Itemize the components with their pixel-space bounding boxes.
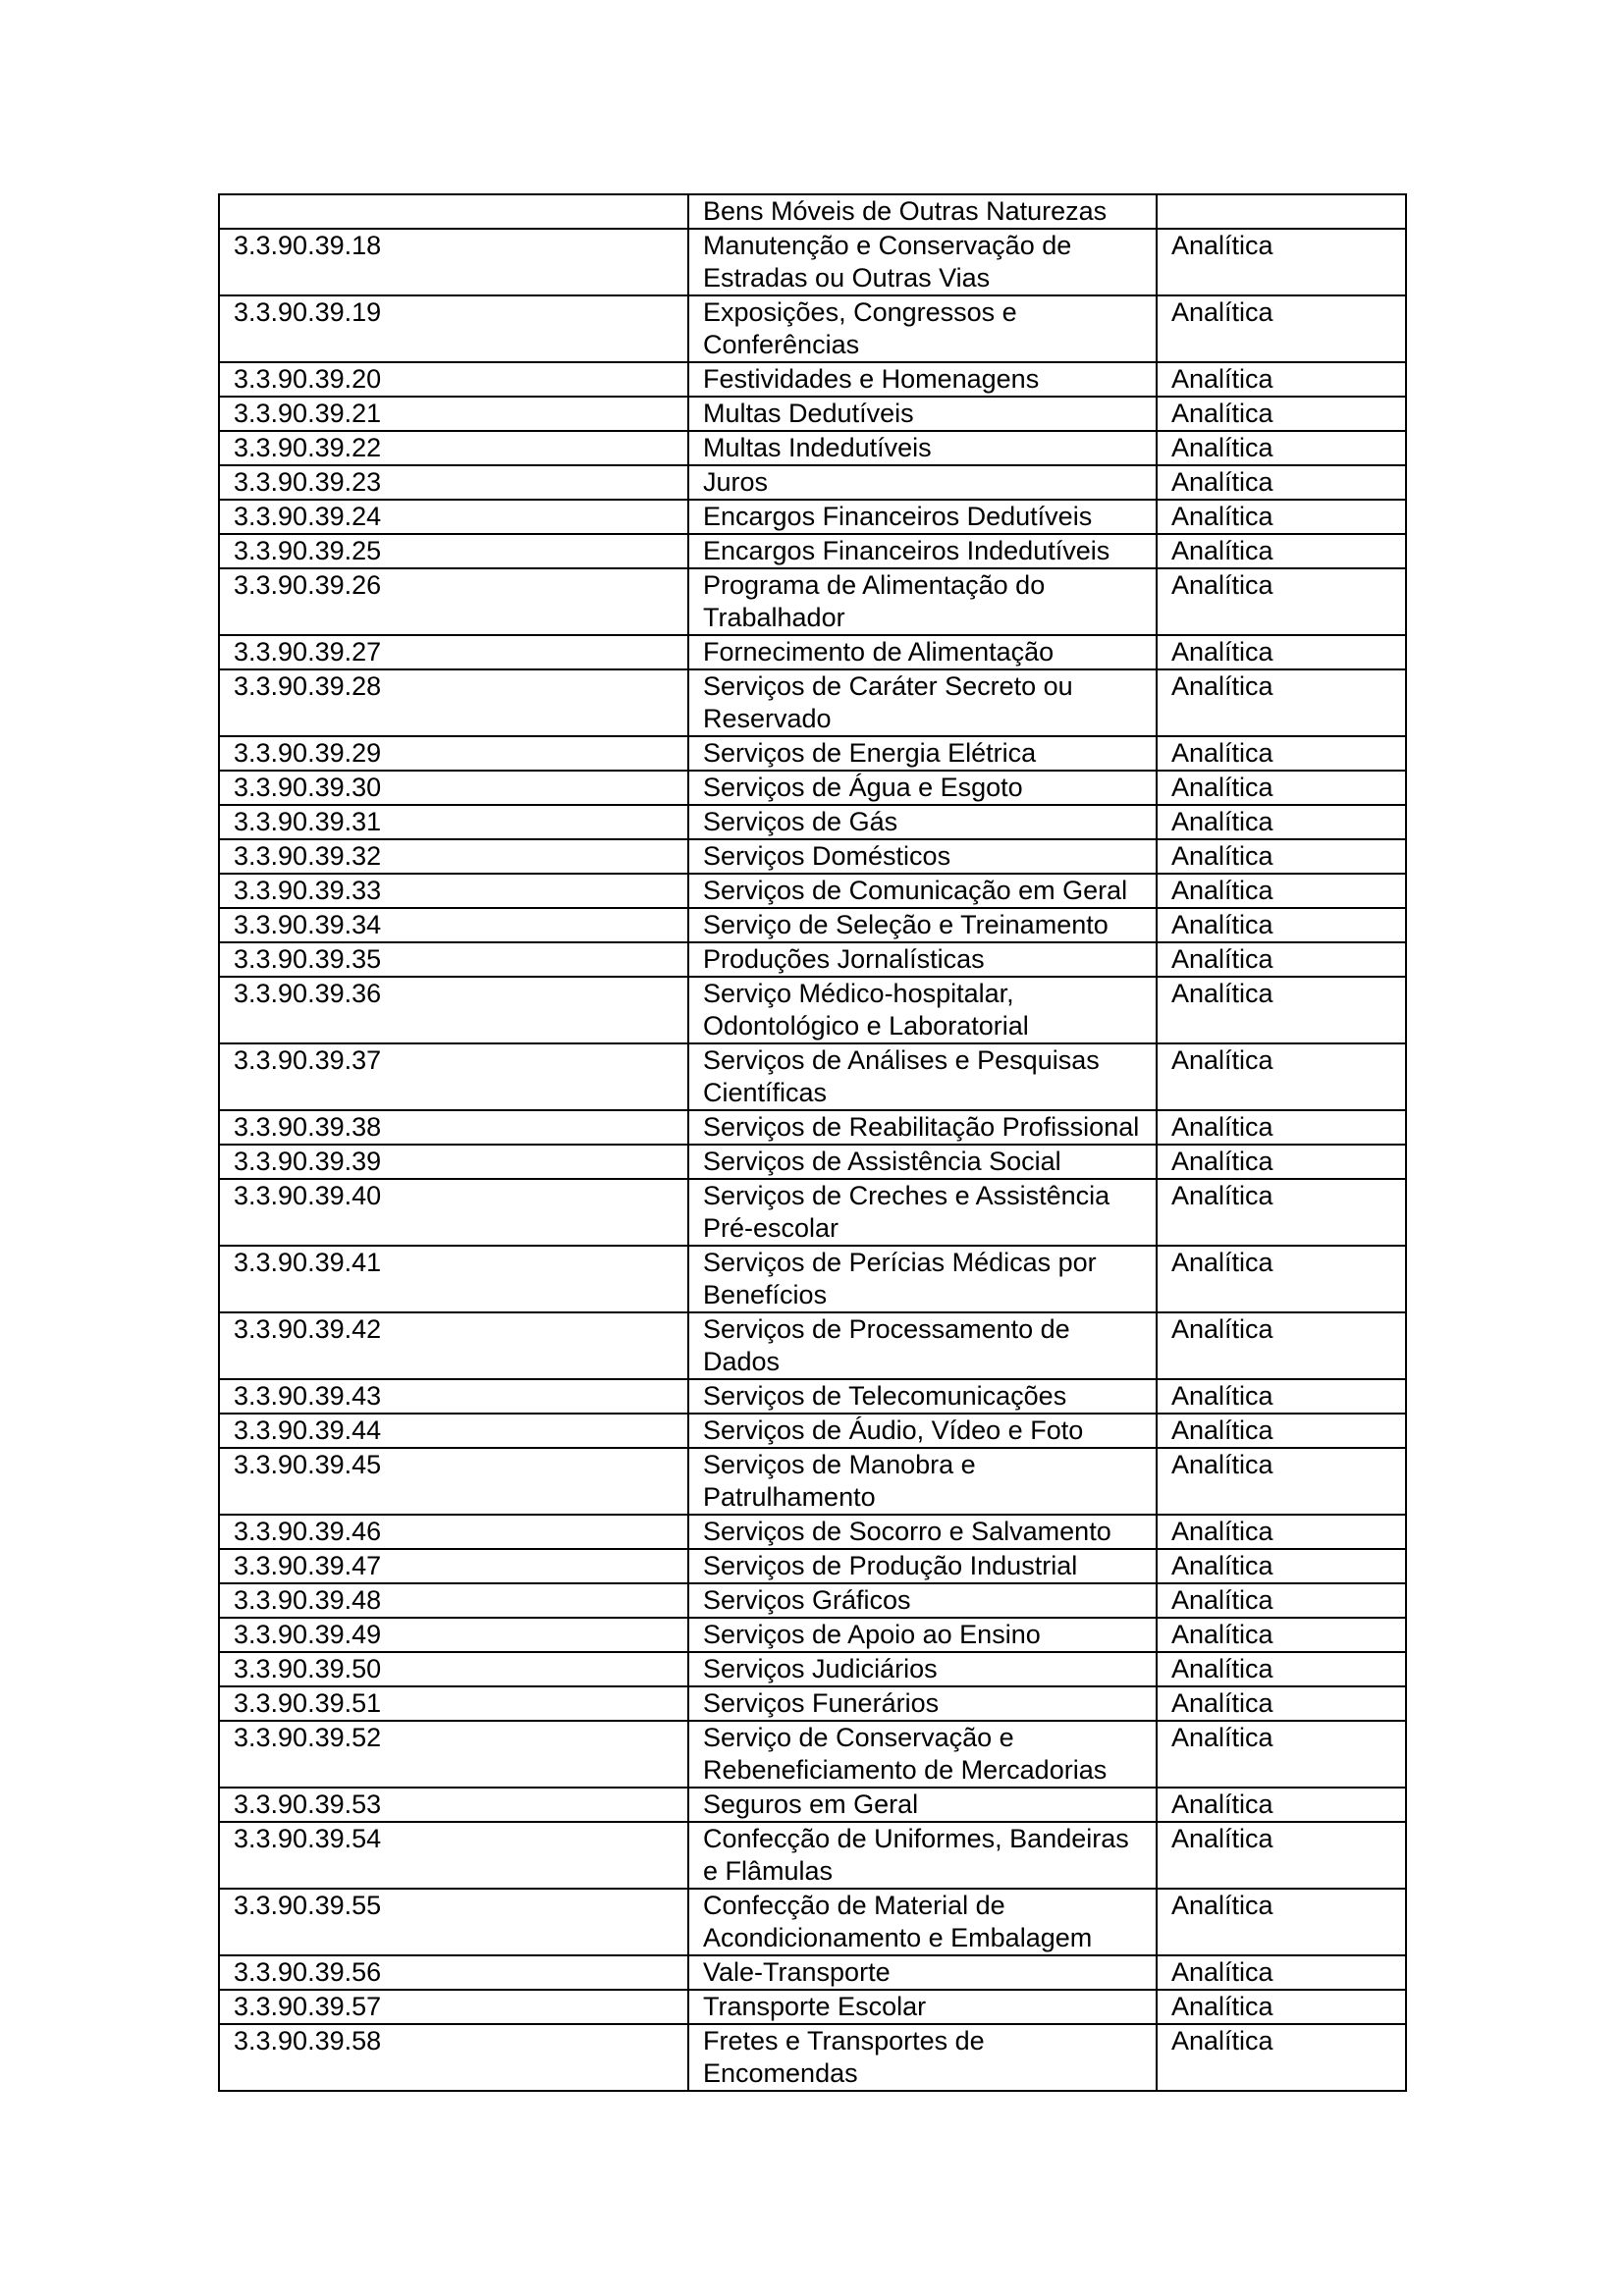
description-cell: Multas Dedutíveis xyxy=(688,397,1157,431)
type-cell: Analítica xyxy=(1157,2024,1406,2091)
table-row xyxy=(219,1448,1406,1515)
code-cell: 3.3.90.39.54 xyxy=(219,1822,688,1889)
type-cell: Analítica xyxy=(1157,1110,1406,1145)
description-cell: Serviços Gráficos xyxy=(688,1583,1157,1618)
description-cell: Serviços de Assistência Social xyxy=(688,1145,1157,1179)
code-cell: 3.3.90.39.34 xyxy=(219,908,688,942)
expense-classification-table xyxy=(218,193,1407,2092)
type-cell: Analítica xyxy=(1157,1448,1406,1515)
description-cell: Serviços de Análises e Pesquisas Científicas xyxy=(688,1043,1157,1110)
table-row xyxy=(219,771,1406,805)
code-cell: 3.3.90.39.57 xyxy=(219,1990,688,2024)
description-cell: Serviços de Socorro e Salvamento xyxy=(688,1515,1157,1549)
description-cell: Serviços de Energia Elétrica xyxy=(688,736,1157,771)
table-row xyxy=(219,1549,1406,1583)
type-cell: Analítica xyxy=(1157,1179,1406,1246)
description-cell: Fretes e Transportes de Encomendas xyxy=(688,2024,1157,2091)
table-row xyxy=(219,1110,1406,1145)
type-cell: Analítica xyxy=(1157,635,1406,669)
description-cell: Serviços Domésticos xyxy=(688,839,1157,874)
table-row xyxy=(219,295,1406,362)
type-cell: Analítica xyxy=(1157,431,1406,465)
description-cell: Bens Móveis de Outras Naturezas xyxy=(688,194,1157,229)
code-cell: 3.3.90.39.50 xyxy=(219,1652,688,1686)
table-row xyxy=(219,229,1406,295)
description-cell: Produções Jornalísticas xyxy=(688,942,1157,977)
table-row xyxy=(219,977,1406,1043)
table-row xyxy=(219,1990,1406,2024)
code-cell: 3.3.90.39.58 xyxy=(219,2024,688,2091)
description-cell: Multas Indedutíveis xyxy=(688,431,1157,465)
table-row xyxy=(219,942,1406,977)
table-row xyxy=(219,194,1406,229)
code-cell: 3.3.90.39.47 xyxy=(219,1549,688,1583)
description-cell: Serviço de Seleção e Treinamento xyxy=(688,908,1157,942)
table-row xyxy=(219,805,1406,839)
description-cell: Serviços de Produção Industrial xyxy=(688,1549,1157,1583)
type-cell: Analítica xyxy=(1157,1246,1406,1312)
table-body xyxy=(219,194,1406,2091)
table-row xyxy=(219,1686,1406,1721)
type-cell: Analítica xyxy=(1157,839,1406,874)
type-cell: Analítica xyxy=(1157,1043,1406,1110)
description-cell: Programa de Alimentação do Trabalhador xyxy=(688,568,1157,635)
code-cell: 3.3.90.39.35 xyxy=(219,942,688,977)
description-cell: Serviços de Gás xyxy=(688,805,1157,839)
code-cell: 3.3.90.39.27 xyxy=(219,635,688,669)
table-row xyxy=(219,534,1406,568)
type-cell: Analítica xyxy=(1157,1379,1406,1414)
type-cell: Analítica xyxy=(1157,1549,1406,1583)
type-cell: Analítica xyxy=(1157,397,1406,431)
table-row xyxy=(219,362,1406,397)
table-row xyxy=(219,1955,1406,1990)
description-cell: Serviço Médico-hospitalar, Odontológico e Laboratorial xyxy=(688,977,1157,1043)
description-cell: Serviços de Manobra e Patrulhamento xyxy=(688,1448,1157,1515)
code-cell: 3.3.90.39.30 xyxy=(219,771,688,805)
type-cell: Analítica xyxy=(1157,1515,1406,1549)
type-cell: Analítica xyxy=(1157,1686,1406,1721)
type-cell: Analítica xyxy=(1157,771,1406,805)
description-cell: Vale-Transporte xyxy=(688,1955,1157,1990)
type-cell: Analítica xyxy=(1157,362,1406,397)
description-cell: Encargos Financeiros Dedutíveis xyxy=(688,500,1157,534)
code-cell: 3.3.90.39.38 xyxy=(219,1110,688,1145)
description-cell: Serviços de Áudio, Vídeo e Foto xyxy=(688,1414,1157,1448)
description-cell: Serviços de Caráter Secreto ou Reservado xyxy=(688,669,1157,736)
table-row xyxy=(219,874,1406,908)
type-cell: Analítica xyxy=(1157,1990,1406,2024)
description-cell: Manutenção e Conservação de Estradas ou Outras Vias xyxy=(688,229,1157,295)
code-cell: 3.3.90.39.21 xyxy=(219,397,688,431)
table-row xyxy=(219,568,1406,635)
code-cell: 3.3.90.39.20 xyxy=(219,362,688,397)
code-cell: 3.3.90.39.29 xyxy=(219,736,688,771)
description-cell: Seguros em Geral xyxy=(688,1788,1157,1822)
code-cell: 3.3.90.39.39 xyxy=(219,1145,688,1179)
description-cell: Serviços de Processamento de Dados xyxy=(688,1312,1157,1379)
description-cell: Serviços de Perícias Médicas por Benefícios xyxy=(688,1246,1157,1312)
code-cell: 3.3.90.39.40 xyxy=(219,1179,688,1246)
description-cell: Serviços de Reabilitação Profissional xyxy=(688,1110,1157,1145)
type-cell: Analítica xyxy=(1157,229,1406,295)
code-cell: 3.3.90.39.44 xyxy=(219,1414,688,1448)
table-row xyxy=(219,1652,1406,1686)
code-cell: 3.3.90.39.48 xyxy=(219,1583,688,1618)
description-cell: Transporte Escolar xyxy=(688,1990,1157,2024)
code-cell: 3.3.90.39.36 xyxy=(219,977,688,1043)
description-cell: Serviços de Creches e Assistência Pré-escolar xyxy=(688,1179,1157,1246)
table-row xyxy=(219,1379,1406,1414)
type-cell: Analítica xyxy=(1157,908,1406,942)
table-row xyxy=(219,1246,1406,1312)
table-row xyxy=(219,1788,1406,1822)
code-cell: 3.3.90.39.32 xyxy=(219,839,688,874)
type-cell: Analítica xyxy=(1157,1955,1406,1990)
code-cell: 3.3.90.39.51 xyxy=(219,1686,688,1721)
type-cell: Analítica xyxy=(1157,874,1406,908)
code-cell: 3.3.90.39.18 xyxy=(219,229,688,295)
type-cell: Analítica xyxy=(1157,1721,1406,1788)
table-row xyxy=(219,500,1406,534)
table-row xyxy=(219,1179,1406,1246)
code-cell: 3.3.90.39.56 xyxy=(219,1955,688,1990)
table-row xyxy=(219,1618,1406,1652)
table-row xyxy=(219,1889,1406,1955)
table-row xyxy=(219,839,1406,874)
type-cell: Analítica xyxy=(1157,295,1406,362)
table-row xyxy=(219,1583,1406,1618)
type-cell: Analítica xyxy=(1157,1312,1406,1379)
type-cell: Analítica xyxy=(1157,568,1406,635)
type-cell: Analítica xyxy=(1157,805,1406,839)
code-cell xyxy=(219,194,688,229)
type-cell: Analítica xyxy=(1157,977,1406,1043)
type-cell xyxy=(1157,194,1406,229)
table-row xyxy=(219,908,1406,942)
code-cell: 3.3.90.39.37 xyxy=(219,1043,688,1110)
type-cell: Analítica xyxy=(1157,736,1406,771)
type-cell: Analítica xyxy=(1157,465,1406,500)
table-row xyxy=(219,1312,1406,1379)
code-cell: 3.3.90.39.26 xyxy=(219,568,688,635)
code-cell: 3.3.90.39.41 xyxy=(219,1246,688,1312)
type-cell: Analítica xyxy=(1157,1414,1406,1448)
table-row xyxy=(219,397,1406,431)
code-cell: 3.3.90.39.49 xyxy=(219,1618,688,1652)
type-cell: Analítica xyxy=(1157,1652,1406,1686)
code-cell: 3.3.90.39.46 xyxy=(219,1515,688,1549)
code-cell: 3.3.90.39.53 xyxy=(219,1788,688,1822)
code-cell: 3.3.90.39.31 xyxy=(219,805,688,839)
table-row xyxy=(219,1414,1406,1448)
code-cell: 3.3.90.39.28 xyxy=(219,669,688,736)
type-cell: Analítica xyxy=(1157,1889,1406,1955)
description-cell: Encargos Financeiros Indedutíveis xyxy=(688,534,1157,568)
type-cell: Analítica xyxy=(1157,1145,1406,1179)
type-cell: Analítica xyxy=(1157,1583,1406,1618)
description-cell: Confecção de Material de Acondicionamento e Embalagem xyxy=(688,1889,1157,1955)
description-cell: Serviços de Apoio ao Ensino xyxy=(688,1618,1157,1652)
code-cell: 3.3.90.39.33 xyxy=(219,874,688,908)
description-cell: Serviços Funerários xyxy=(688,1686,1157,1721)
description-cell: Festividades e Homenagens xyxy=(688,362,1157,397)
code-cell: 3.3.90.39.19 xyxy=(219,295,688,362)
code-cell: 3.3.90.39.25 xyxy=(219,534,688,568)
code-cell: 3.3.90.39.23 xyxy=(219,465,688,500)
description-cell: Exposições, Congressos e Conferências xyxy=(688,295,1157,362)
type-cell: Analítica xyxy=(1157,534,1406,568)
table-row xyxy=(219,736,1406,771)
table-row xyxy=(219,1721,1406,1788)
description-cell: Confecção de Uniformes, Bandeiras e Flâmulas xyxy=(688,1822,1157,1889)
code-cell: 3.3.90.39.22 xyxy=(219,431,688,465)
table-row xyxy=(219,465,1406,500)
table-row xyxy=(219,669,1406,736)
table-row xyxy=(219,431,1406,465)
code-cell: 3.3.90.39.43 xyxy=(219,1379,688,1414)
table-row xyxy=(219,1043,1406,1110)
table-row xyxy=(219,1515,1406,1549)
table-row xyxy=(219,2024,1406,2091)
table-row xyxy=(219,1822,1406,1889)
table-row xyxy=(219,1145,1406,1179)
code-cell: 3.3.90.39.45 xyxy=(219,1448,688,1515)
code-cell: 3.3.90.39.24 xyxy=(219,500,688,534)
description-cell: Juros xyxy=(688,465,1157,500)
description-cell: Serviços de Comunicação em Geral xyxy=(688,874,1157,908)
code-cell: 3.3.90.39.52 xyxy=(219,1721,688,1788)
description-cell: Serviços de Água e Esgoto xyxy=(688,771,1157,805)
code-cell: 3.3.90.39.55 xyxy=(219,1889,688,1955)
type-cell: Analítica xyxy=(1157,1822,1406,1889)
table-row xyxy=(219,635,1406,669)
type-cell: Analítica xyxy=(1157,500,1406,534)
description-cell: Serviços Judiciários xyxy=(688,1652,1157,1686)
type-cell: Analítica xyxy=(1157,942,1406,977)
type-cell: Analítica xyxy=(1157,1618,1406,1652)
type-cell: Analítica xyxy=(1157,1788,1406,1822)
description-cell: Serviços de Telecomunicações xyxy=(688,1379,1157,1414)
description-cell: Fornecimento de Alimentação xyxy=(688,635,1157,669)
type-cell: Analítica xyxy=(1157,669,1406,736)
code-cell: 3.3.90.39.42 xyxy=(219,1312,688,1379)
description-cell: Serviço de Conservação e Rebeneficiamento de Mercadorias xyxy=(688,1721,1157,1788)
